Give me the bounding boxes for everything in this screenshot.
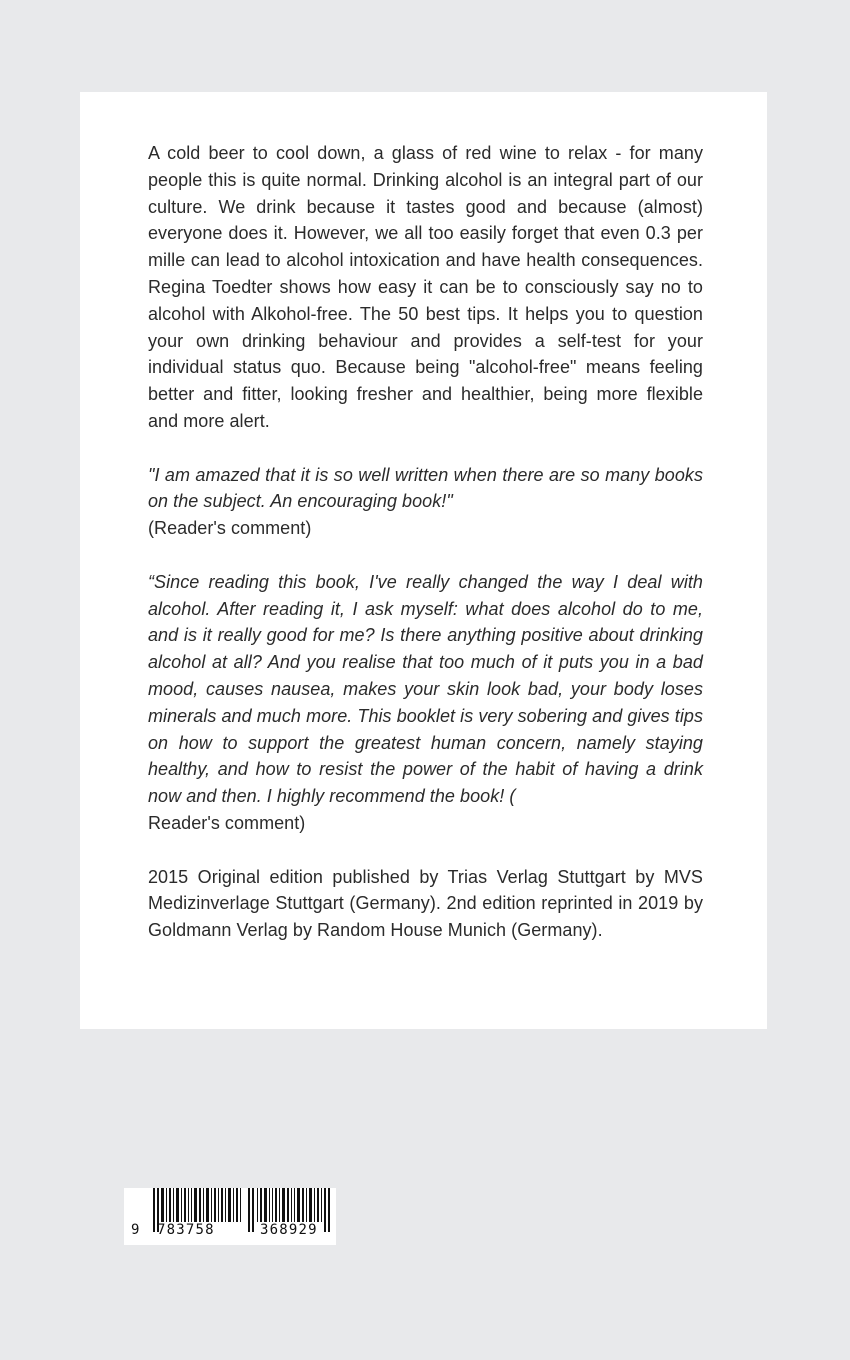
review-1-attribution: (Reader's comment)	[148, 518, 312, 539]
review-2	[148, 569, 703, 837]
back-cover-text	[148, 140, 703, 944]
isbn-barcode	[124, 1188, 336, 1245]
description-paragraph: A cold beer to cool down, a glass of red wine to relax - for many people this is quite normal. Drinking alcohol is an integral part of our culture. We drink because it tastes good and because (almost) everyone does it. However, we all too easily forget that even 0.3 per mille can lead to alcohol intoxication and have health consequences. Regina Toedter shows how easy it can be to consciously say no to alcohol with Alkohol-free. The 50 best tips. It helps you to question your own drinking behaviour and provides a self-test for your individual status quo. Because being "alcohol-free" means feeling better and fitter, looking fresher and healthier, being more flexible and more alert.	[148, 143, 703, 431]
review-1-quote: "I am amazed that it is so well written when there are so many books on the subject. An encouraging book!"	[148, 464, 703, 512]
back-cover-text-panel	[80, 92, 767, 1029]
review-1	[148, 462, 703, 542]
edition-note: 2015 Original edition published by Trias Verlag Stuttgart by MVS Medizinverlage Stuttgart (Germany). 2nd edition reprinted in 2019 by Goldmann Verlag by Random House Munich (Germany).	[148, 866, 703, 941]
barcode-right-digits: 368929	[260, 1222, 318, 1238]
review-2-quote: “Since reading this book, I've really changed the way I deal with alcohol. After reading it, I ask myself: what does alcohol do to me, and is it really good for me? Is there anything positive about drinking alcohol at all? And you realise that too much of it puts you in a bad mood, causes nausea, makes your skin look bad, your body loses minerals and much more. This booklet is very sobering and gives tips on how to support the greatest human concern, namely staying healthy, and how to resist the power of the habit of having a drink now and then. I highly recommend the book! (	[148, 571, 703, 807]
review-2-attribution: Reader's comment)	[148, 812, 306, 833]
barcode-left-digits: 783758	[157, 1222, 215, 1238]
barcode-lead-digit: 9	[131, 1222, 140, 1238]
